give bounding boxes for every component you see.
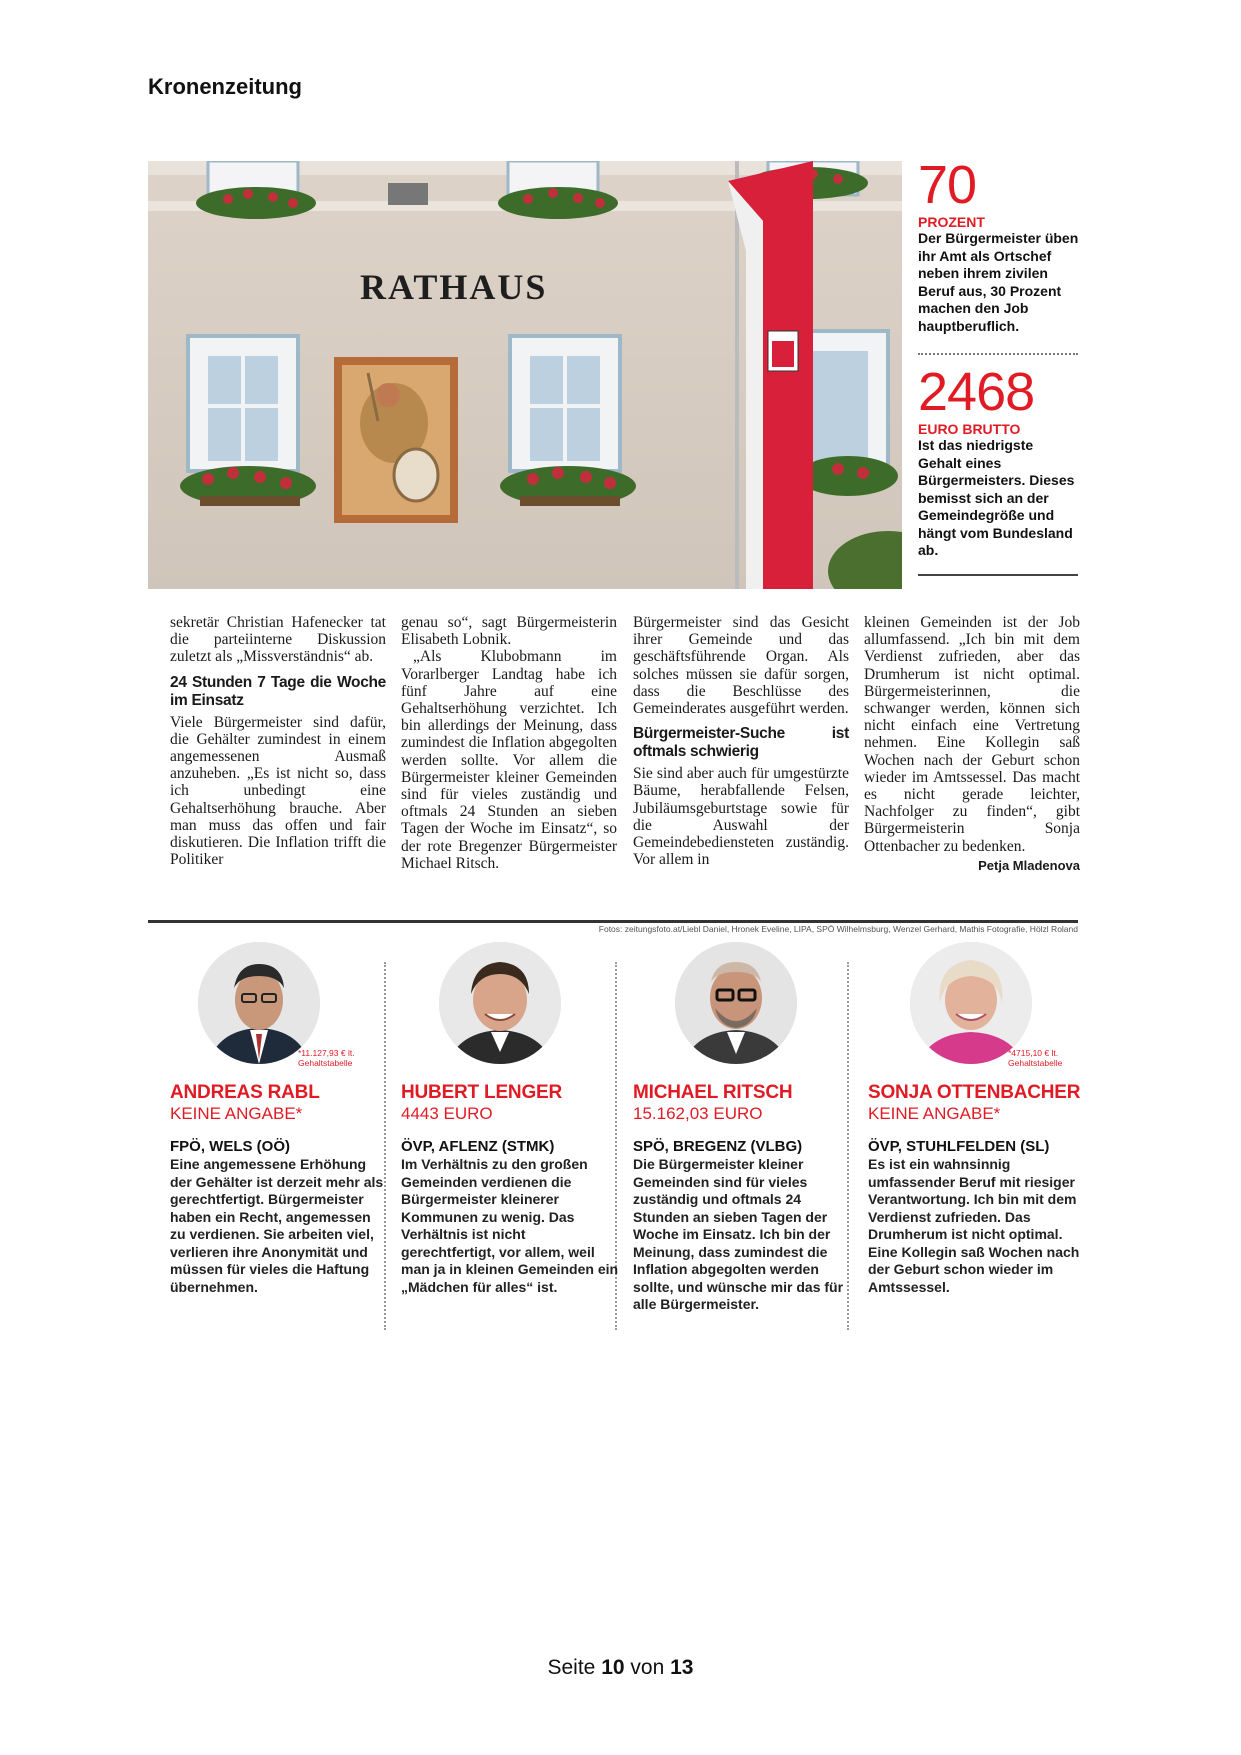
section-rule (148, 920, 1078, 923)
profile-name: ANDREAS RABL (170, 1082, 320, 1103)
author-byline: Petja Mladenova (978, 857, 1080, 873)
profile-quote: Im Verhältnis zu den großen Gemeinden verdienen die Bürgermeister kleinerer Kommunen zu wenig. Das Verhältnis ist nicht gerechtfertigt, vor allem, weil man ja in kleinen Gemeinden ein „Mädchen für alles“ ist. (401, 1156, 619, 1295)
rathaus-photo (148, 161, 902, 589)
article-subheading: 24 Stunden 7 Tage die Woche im Einsatz (170, 673, 386, 709)
fact-unit-salary: EURO BRUTTO (918, 421, 1021, 437)
article-paragraph: genau so“, sagt Bürgermeisterin Elisabeth Lobnik. (401, 614, 617, 649)
profile-salary: KEINE ANGABE* (170, 1104, 303, 1123)
fact-end-rule (918, 574, 1078, 576)
article-paragraph: Viele Bürgermeister sind dafür, die Gehälter zumindest in einem angemessenen Ausmaß anzuheben. „Es ist nicht so, dass ich unbedingt eine Gehaltserhöhung brauche. Aber man muss das offen und fair diskutieren. Die Inflation trifft die Politiker (170, 713, 386, 869)
profile-quote: Eine angemessene Erhöhung der Gehälter ist derzeit mehr als gerechtfertigt. Bürgermeister haben ein Recht, angemessen zu verdienen. Sie arbeiten viel, verlieren ihre Anonymität und müssen für vieles die Haftung übernehmen. (170, 1156, 384, 1295)
profile-salary: 4443 EURO (401, 1104, 493, 1123)
rathaus-sign: RATHAUS (360, 267, 548, 307)
article-paragraph: sekretär Christian Hafenecker tat die parteiinterne Diskussion zuletzt als „Missverständnis“ ab. (170, 614, 386, 666)
avatar (439, 942, 561, 1064)
avatar (198, 942, 320, 1064)
article-paragraph: Bürgermeister sind das Gesicht ihrer Gemeinde und das geschäftsführende Organ. Als solches müssen sie dafür sorgen, dass die Beschlüsse des Gemeinderates ausgeführt werden. (633, 614, 849, 718)
profile-quote: Es ist ein wahnsinnig umfassender Beruf mit riesiger Verantwortung. Ich bin mit dem Verdienst zufrieden. Das Drumherum ist nicht optimal. Eine Kollegin saß Wochen nach der Geburt schon wieder im Amtssessel. (868, 1156, 1080, 1295)
profile-party: ÖVP, STUHLFELDEN (SL) (868, 1138, 1050, 1155)
publication-name: Kronenzeitung (148, 74, 302, 99)
article-subheading: Bürgermeister-Suche ist oftmals schwierig (633, 725, 849, 761)
profile-salary: 15.162,03 EURO (633, 1104, 763, 1123)
footer-middle: von (630, 1656, 665, 1679)
article-paragraph: kleinen Gemeinden ist der Job allumfassend. „Ich bin mit dem Verdienst zufrieden, aber das Drumherum ist nicht optimal. Bürgermeisterinnen, die schwanger werden, können sich nicht einfach eine Vertretung nehmen. Eine Kollegin saß Wochen nach der Geburt schon wieder im Amtssessel. Das macht es nicht gerade leichter, Nachfolger zu finden“, gibt Bürgermeisterin Sonja Ottenbacher zu bedenken. (864, 614, 1080, 855)
article-paragraph: „Als Klubobmann im Vorarlberger Landtag habe ich fünf Jahre auf eine Gehaltserhöhung verzichtet. Ich bin allerdings der Meinung, dass zumindest die Inflation abgegolten werden sollte. Vor allem die Bürgermeister kleiner Gemeinden sind für vieles zuständig und oftmals 24 Stunden an sieben Tagen der Woche im Einsatz“, so der rote Bregenzer Bürgermeister Michael Ritsch. (401, 648, 617, 872)
profile-party: ÖVP, AFLENZ (STMK) (401, 1138, 555, 1155)
article-paragraph: Sie sind aber auch für umgestürzte Bäume, herabfallende Felsen, Jubiläumsgeburtstage sowie für die Auswahl der Gemeindebediensteten zuständig. Vor allem in (633, 765, 849, 869)
profile-quote: Die Bürgermeister kleiner Gemeinden sind für vieles zuständig und oftmals 24 Stunden an sieben Tagen der Woche im Einsatz. Ich bin der Meinung, dass zumindest die Inflation abgegolten werden sollte, und wünsche mir das für alle Bürgermeister. (633, 1156, 844, 1312)
facts-sidebar (918, 155, 1080, 576)
profile-party: FPÖ, WELS (OÖ) (170, 1138, 290, 1155)
avatar (910, 942, 1032, 1064)
avatar (675, 942, 797, 1064)
profile-name: SONJA OTTENBACHER (868, 1082, 1081, 1103)
profile-name: HUBERT LENGER (401, 1082, 563, 1103)
fact-number-percent: 70 (918, 155, 977, 215)
profile-party: SPÖ, BREGENZ (VLBG) (633, 1138, 803, 1155)
fact-number-salary: 2468 (918, 362, 1035, 422)
article-column-2 (401, 614, 617, 872)
photo-credits: Fotos: zeitungsfoto.at/Liebl Daniel, Hronek Eveline, LIPA, SPÖ Wilhelmsburg, Wenzel Gerhard, Mathis Fotografie, Hölzl Roland (598, 924, 1078, 934)
current-page-number: 10 (601, 1656, 625, 1679)
fact-text-percent: Der Bürgermeister üben ihr Amt als Ortschef neben ihrem zivilen Beruf aus, 30 Prozent machen den Job hauptberuflich. (918, 230, 1079, 334)
article-column-3 (633, 614, 849, 868)
fact-unit-percent: PROZENT (918, 214, 985, 230)
article-column-4 (864, 614, 1080, 874)
page-footer (0, 1656, 1241, 1680)
article-column-1 (170, 614, 386, 868)
fact-text-salary: Ist das niedrigste Gehalt eines Bürgermeisters. Dieses bemisst sich an der Gemeindegröße und hängt vom Bundesland ab. (918, 437, 1075, 558)
salary-footnote: *4715,10 € lt. Gehaltstabelle (1008, 1048, 1063, 1068)
profile-name: MICHAEL RITSCH (633, 1082, 793, 1103)
salary-footnote: *11.127,93 € lt. Gehaltstabelle (298, 1048, 355, 1068)
total-page-count: 13 (670, 1656, 694, 1679)
profile-salary: KEINE ANGABE* (868, 1104, 1001, 1123)
fact-divider (918, 353, 1078, 355)
footer-prefix: Seite (547, 1656, 596, 1679)
